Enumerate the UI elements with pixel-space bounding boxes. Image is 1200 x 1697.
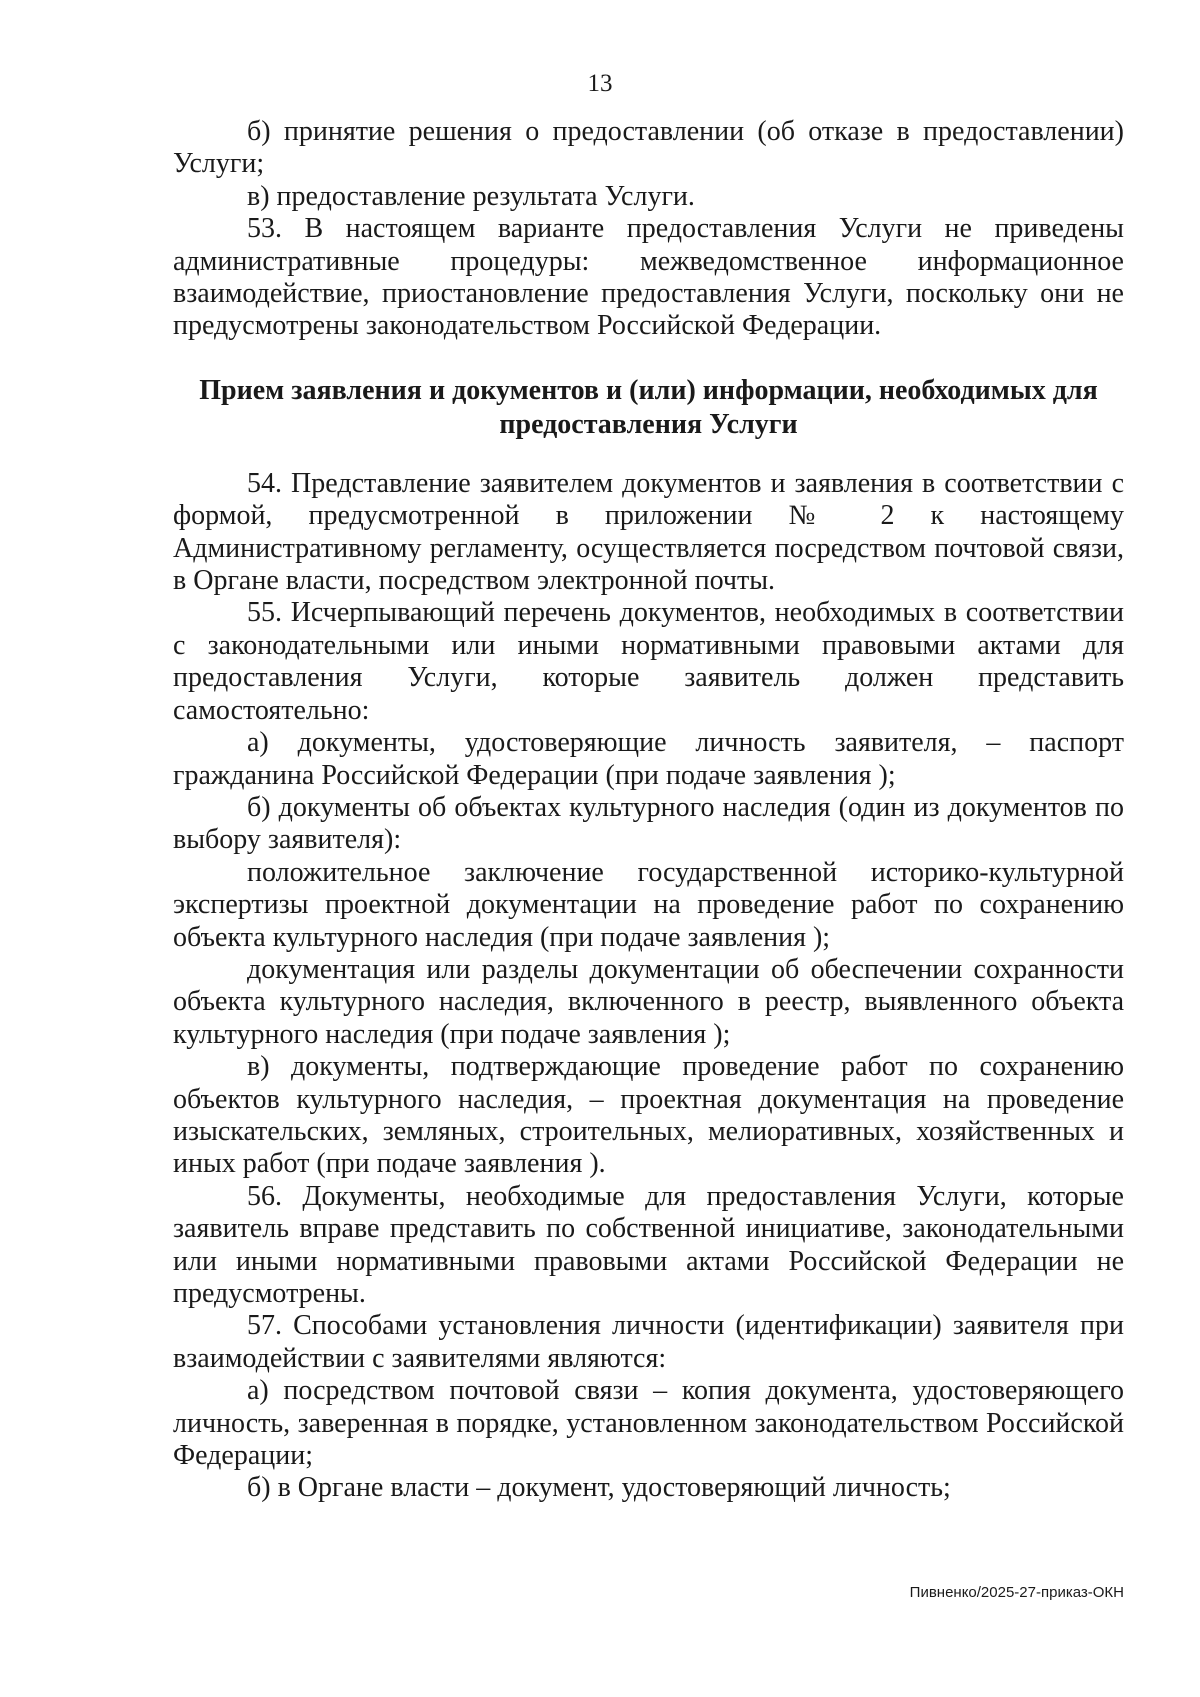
- paragraph: 56. Документы, необходимые для предоставления Услуги, которые заявитель вправе представить по собственной инициативе, законодательными или иными нормативными правовыми актами Российской Федерации не предусмотрены.: [173, 1180, 1124, 1309]
- paragraph: 53. В настоящем варианте предоставления Услуги не приведены административные процедуры: межведомственное информационное взаимодействие, приостановление предоставления Услуги, поскольку они не предусмотрены законодательством Российской Федерации.: [173, 213, 1124, 342]
- paragraph: в) предоставление результата Услуги.: [247, 180, 695, 212]
- footer-reference: Пивненко/2025-27-приказ-ОКН: [909, 1584, 1124, 1601]
- paragraph: а) документы, удостоверяющие личность заявителя, – паспорт гражданина Российской Федерации (при подаче заявления );: [173, 727, 1124, 791]
- paragraph: 55. Исчерпывающий перечень документов, необходимых в соответствии с законодательными или иными нормативными правовыми актами для предоставления Услуги, которые заявитель должен представить самостоятельно:: [173, 597, 1124, 726]
- document-body: [173, 116, 1124, 1505]
- paragraph: 57. Способами установления личности (идентификации) заявителя при взаимодействии с заявителями являются:: [173, 1310, 1124, 1374]
- paragraph: а) посредством почтовой связи – копия документа, удостоверяющего личность, заверенная в порядке, установленном законодательством Российской Федерации;: [173, 1375, 1124, 1472]
- paragraph: документация или разделы документации об обеспечении сохранности объекта культурного наследия, включенного в реестр, выявленного объекта культурного наследия (при подаче заявления );: [173, 953, 1124, 1050]
- page-number: 13: [587, 70, 613, 97]
- paragraph: положительное заключение государственной историко-культурной экспертизы проектной документации на проведение работ по сохранению объекта культурного наследия (при подаче заявления );: [173, 856, 1124, 953]
- paragraph: в) документы, подтверждающие проведение работ по сохранению объектов культурного наследия, – проектная документация на проведение изыскательских, земляных, строительных, мелиоративных, хозяйственных и иных работ (при подаче заявления ).: [173, 1051, 1124, 1180]
- paragraph: б) документы об объектах культурного наследия (один из документов по выбору заявителя):: [173, 791, 1124, 856]
- paragraph: б) в Органе власти – документ, удостоверяющий личность;: [247, 1472, 951, 1504]
- paragraph: 54. Представление заявителем документов и заявления в соответствии с формой, предусмотренной в приложении № 2 к настоящему Административному регламенту, осуществляется посредством почтовой связи, в Органе власти, посредством электронной почты.: [173, 467, 1124, 597]
- paragraph: б) принятие решения о предоставлении (об отказе в предоставлении) Услуги;: [173, 116, 1124, 180]
- section-heading: Прием заявления и документов и (или) информации, необходимых для предоставления Услуги: [199, 374, 1098, 440]
